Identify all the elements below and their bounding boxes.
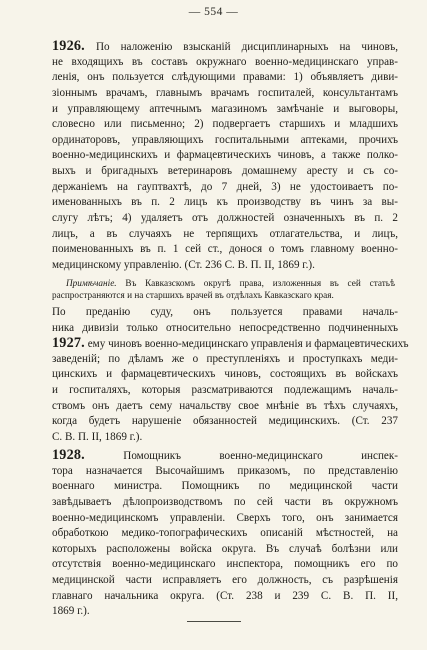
note-line-1 <box>66 278 395 290</box>
article-1926-line: словесно или письменно; 2) подвергаетъ старшихъ и младшихъ <box>52 118 398 131</box>
article-1928 <box>52 448 398 620</box>
article-1927 <box>52 335 409 445</box>
article-1928-line: тора назначается Высочайшимъ приказомъ, по представленію <box>52 464 398 477</box>
article-1926-line: лицъ, а въ случаяхъ не терпящихъ отлагательства, и лицъ, <box>52 227 398 240</box>
article-1928-line: отсутствія военно-медицинскаго инспектора, помощникъ его по <box>52 558 398 571</box>
article-1926-note <box>66 278 395 290</box>
article-1928-line: военно-медицинскомъ управленіи. Сверхъ того, онъ занимается <box>52 511 398 524</box>
article-number-1928: 1928. <box>52 447 85 463</box>
article-1927-intro-first-line: По преданію суду, онъ пользуется правами началь- <box>52 306 398 318</box>
note-label: Примѣчаніе. <box>66 279 117 289</box>
article-1926-line: поименованныхъ въ п. 1 сей ст., донося о томъ главному военно- <box>52 243 398 256</box>
article-1927-line-1 <box>52 335 409 352</box>
article-1928-line: 1869 г.). <box>52 605 90 618</box>
article-1928-first-line: Помощникъ военно-медицинскаго инспек- <box>123 450 398 462</box>
article-1927-line: когда будетъ нарушеніе обязанностей медицинскихъ. (Ст. 237 <box>52 415 398 428</box>
closing-rule <box>187 621 241 622</box>
article-1926-line: выхъ и бригадныхъ ветеринаровъ домашнему аресту и съ со- <box>52 165 398 178</box>
article-1927-line: ствомъ онъ даетъ сему начальству свое мнѣніе въ тѣхъ случаяхъ, <box>52 399 398 412</box>
article-1928-line: военнаго министра. Помощникъ по медицинской части <box>52 480 398 493</box>
article-1926-line: ленія, онъ пользуется слѣдующими правами: 1) объявляетъ диви- <box>52 71 398 84</box>
article-1926-note-continued <box>52 290 395 302</box>
article-1928-line: медицинской части исправляетъ его должность, съ разрѣшенія <box>52 574 398 587</box>
article-1926-line: держаніемъ на гауптвахтѣ, до 7 дней, 3) не удостоиваетъ по- <box>52 180 398 193</box>
article-1928-line: которыхъ расположены войска округа. Въ случаѣ болѣзни или <box>52 542 398 555</box>
article-1927-line: заведеній; по дѣламъ же о преступленіяхъ и проступкахъ меди- <box>52 352 398 365</box>
article-1928-line: обработкою медико-топографическихъ описаній мѣстностей, на <box>52 527 398 540</box>
page-number: — 554 — <box>188 6 239 18</box>
article-1928-line: главнаго начальника округа. (Ст. 238 и 239 С. В. П. II, <box>52 589 398 602</box>
article-number-1926: 1926. <box>52 38 85 54</box>
article-1927-line: цинскихъ и фармацевтическихъ чиновъ, состоящихъ въ войскахъ <box>52 368 398 381</box>
article-1928-line-1 <box>52 448 398 464</box>
article-1926-line: зіоннымъ врачамъ, главнымъ врачамъ госпиталей, консультантамъ <box>52 86 398 99</box>
article-1926-line: не входящихъ въ составъ окружнаго военно-медицинскаго управ- <box>52 55 398 68</box>
article-number-1927: 1927. <box>52 335 85 351</box>
article-1926-first-line: По наложенію взысканій дисциплинарныхъ на чиновъ, <box>95 41 398 53</box>
article-1926-line: именованныхъ въ п. 2 лицъ къ производству въ чинъ за вы- <box>52 196 398 209</box>
article-1927-first-line: ему чиновъ военно-медицинскаго управленія и фармацевтическихъ <box>87 338 409 350</box>
article-1926-line: военно-медицинскихъ и фармацевтическихъ чиновъ, а также полко- <box>52 149 398 162</box>
article-1926-line: и управляющему аптечнымъ магазиномъ замѣчаніе и выговоры, <box>52 102 398 115</box>
note-first-line: Въ Кавказскомъ округѣ права, изложенныя въ сей статьѣ <box>125 279 395 289</box>
article-1927-intro <box>52 305 398 336</box>
article-1926-line: ординаторовъ, управляющихъ госпитальными аптеками, прочихъ <box>52 133 398 146</box>
article-1927-line: и госпиталяхъ, которыя разсматриваются подлежащимъ началь- <box>52 383 398 396</box>
article-1926-line-1 <box>52 39 398 55</box>
article-1928-line: завѣдываетъ дѣлопроизводствомъ по сей части въ окружномъ <box>52 495 398 508</box>
article-1927-line: С. В. П. II, 1869 г.). <box>52 430 143 443</box>
article-1927-intro-line: ника дивизіи только относительно непосредственно подчиненныхъ <box>52 321 398 334</box>
article-1926 <box>52 39 398 274</box>
note-line-2: распространяются и на старшихъ врачей въ отдѣлахъ Кавказскаго края. <box>52 291 334 301</box>
article-1926-line: слугу лѣтъ; 4) удаляетъ отъ должностей означенныхъ въ п. 2 <box>52 212 398 225</box>
article-1926-line: медицинскому управленію. (Ст. 236 С. В. П. II, 1869 г.). <box>52 258 315 271</box>
